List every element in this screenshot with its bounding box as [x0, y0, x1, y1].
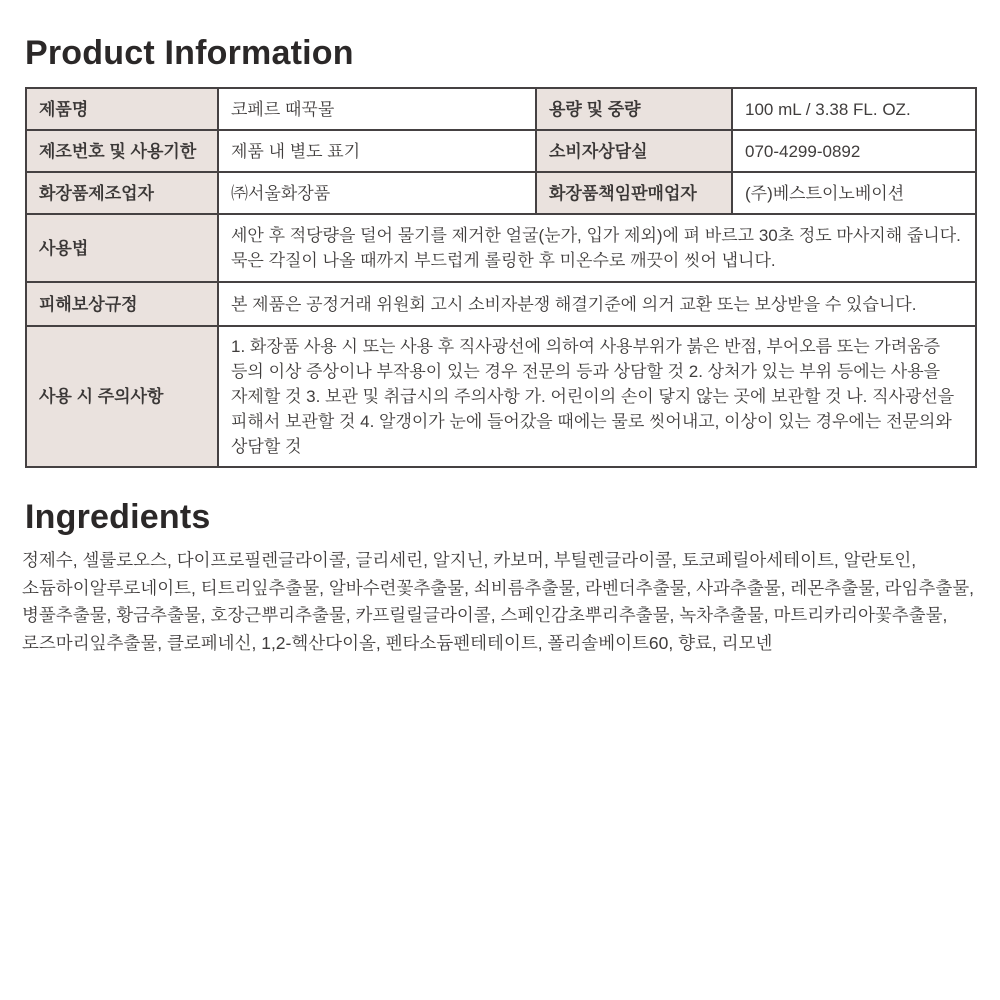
- ingredients-title: Ingredients: [25, 498, 211, 537]
- label-batch-expiry: 제조번호 및 사용기한: [26, 130, 218, 172]
- label-compensation: 피해보상규정: [26, 282, 218, 326]
- table-row-cautions: [26, 326, 976, 467]
- product-information-title: Product Information: [25, 34, 354, 72]
- label-product-name: 제품명: [26, 88, 218, 130]
- value-product-name: 코페르 때꾹물: [218, 88, 536, 130]
- label-distributor: 화장품책임판매업자: [536, 172, 732, 214]
- value-usage: 세안 후 적당량을 덜어 물기를 제거한 얼굴(눈가, 입가 제외)에 펴 바르고 30초 정도 마사지해 줍니다. 묵은 각질이 나올 때까지 부드럽게 롤링한 후 미온수로 깨끗이 씻어 냅니다.: [218, 214, 976, 282]
- label-customer-service: 소비자상담실: [536, 130, 732, 172]
- table-row-manufacturer: [26, 172, 976, 214]
- label-volume-weight: 용량 및 중량: [536, 88, 732, 130]
- table-row-product-name: [26, 88, 976, 130]
- ingredients-list: 정제수, 셀룰로오스, 다이프로필렌글라이콜, 글리세린, 알지닌, 카보머, 부틸렌글라이콜, 토코페릴아세테이트, 알란토인, 소듐하이알루로네이트, 티트리잎추출물, 알바수련꽃추출물, 쇠비름추출물, 라벤더추출물, 사과추출물, 레몬추출물, 라임추출물, 병풀추출물, 황금추출물, 호장근뿌리추출물, 카프릴릴글라이콜, 스페인감초뿌리추출물, 녹차추출물, 마트리카리아꽃추출물, 로즈마리잎추출물, 클로페네신, 1,2-헥산다이올, 펜타소듐펜테테이트, 폴리솔베이트60, 향료, 리모넨: [22, 550, 974, 653]
- value-cautions: 1. 화장품 사용 시 또는 사용 후 직사광선에 의하여 사용부위가 붉은 반점, 부어오름 또는 가려움증 등의 이상 증상이나 부작용이 있는 경우 전문의 등과 상담할 것 2. 상처가 있는 부위 등에는 사용을 자제할 것 3. 보관 및 취급시의 주의사항 가. 어린이의 손이 닿지 않는 곳에 보관할 것 나. 직사광선을 피해서 보관할 것 4. 알갱이가 눈에 들어갔을 때에는 물로 씻어내고, 이상이 있는 경우에는 전문의와 상담할 것: [218, 326, 976, 467]
- label-manufacturer: 화장품제조업자: [26, 172, 218, 214]
- table-row-usage: [26, 214, 976, 282]
- label-usage: 사용법: [26, 214, 218, 282]
- product-info-table: [25, 87, 977, 468]
- value-customer-service-phone: 070-4299-0892: [732, 130, 976, 172]
- table-row-compensation: [26, 282, 976, 326]
- label-cautions: 사용 시 주의사항: [26, 326, 218, 467]
- table-row-batch-expiry: [26, 130, 976, 172]
- value-distributor: (주)베스트이노베이션: [732, 172, 976, 214]
- value-compensation: 본 제품은 공정거래 위원회 고시 소비자분쟁 해결기준에 의거 교환 또는 보상받을 수 있습니다.: [218, 282, 976, 326]
- value-volume-weight: 100 mL / 3.38 FL. OZ.: [732, 88, 976, 130]
- value-batch-expiry: 제품 내 별도 표기: [218, 130, 536, 172]
- value-manufacturer: ㈜서울화장품: [218, 172, 536, 214]
